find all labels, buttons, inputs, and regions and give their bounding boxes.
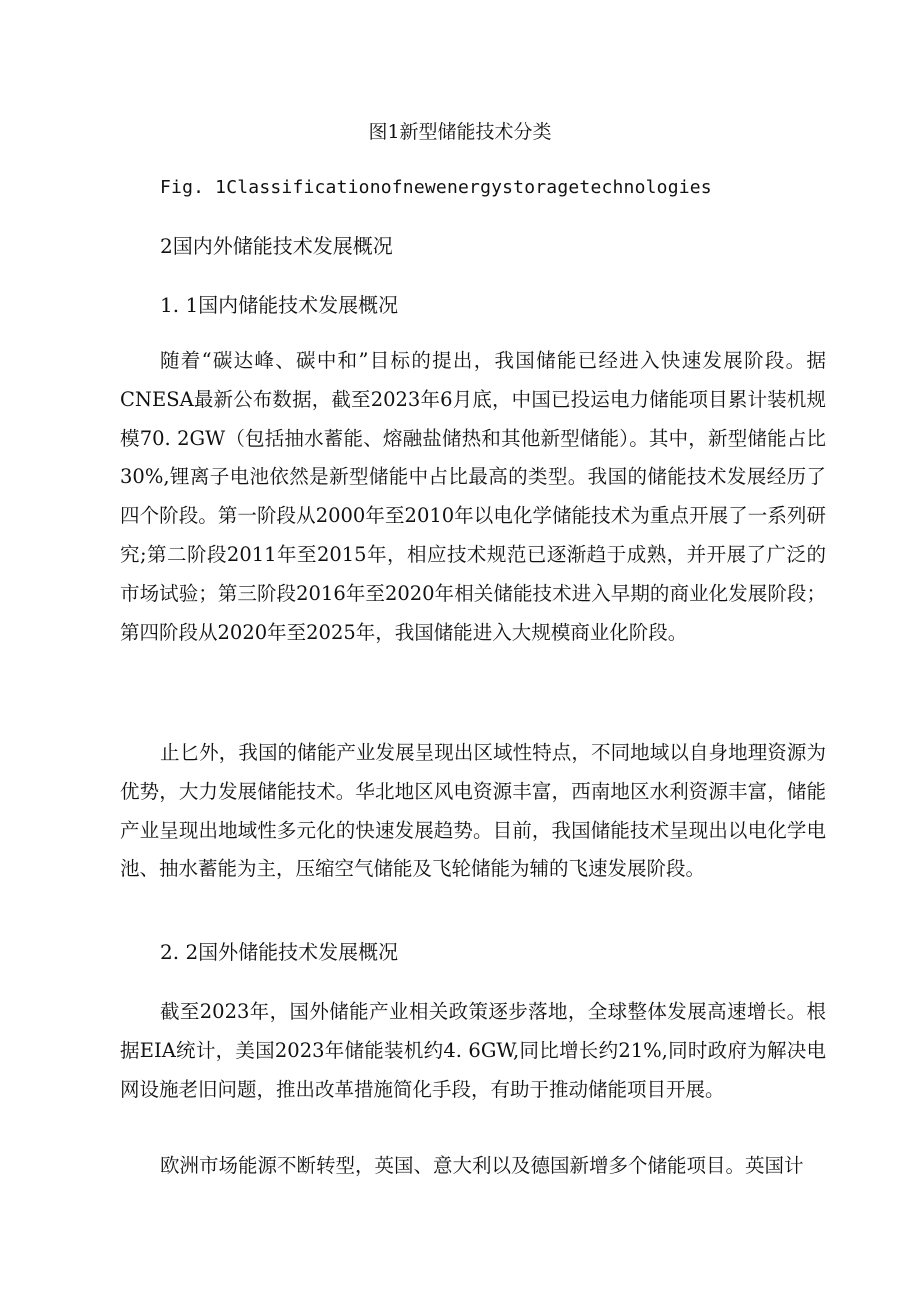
section-heading: 2国内外储能技术发展概况 (160, 234, 393, 258)
figure-caption-chinese: 图1新型储能技术分类 (368, 121, 552, 143)
subsection-heading-domestic: 1. 1国内储能技术发展概况 (160, 293, 399, 317)
paragraph-domestic-development: 随着“碳达峰、碳中和”目标的提出，我国储能已经进入快速发展阶段。据CNESA最新公布数据，截至2023年6月底，中国已投运电力储能项目累计装机规模70. 2GW（包括抽水蓄能、熔融盐储热和其他新型储能）。其中，新型储能占比30%,锂离子电池依然是新型储能中占比最高的类型。我国的储能技术发展经历了四个阶段。第一阶段从2000年至2010年以电化学储能技术为重点开展了一系列研究;第二阶段2011年至2015年，相应技术规范已逐渐趋于成熟，并开展了广泛的市场试验；第三阶段2016年至2020年相关储能技术进入早期的商业化发展阶段；第四阶段从2020年至2025年，我国储能进入大规模商业化阶段。 (120, 349, 826, 644)
subsection-heading-foreign: 2. 2国外储能技术发展概况 (160, 940, 399, 964)
paragraph-regional-characteristics: 止匕外，我国的储能产业发展呈现出区域性特点，不同地域以自身地理资源为优势，大力发展储能技术。华北地区风电资源丰富，西南地区水利资源丰富，储能产业呈现出地域性多元化的快速发展趋势。目前，我国储能技术呈现出以电化学电池、抽水蓄能为主，压缩空气储能及飞轮储能为辅的飞速发展阶段。 (120, 741, 826, 881)
paragraph-europe-market: 欧洲市场能源不断转型，英国、意大利以及德国新增多个储能项目。英国计 (160, 1154, 804, 1177)
paragraph-foreign-development: 截至2023年，国外储能产业相关政策逐步落地，全球整体发展高速增长。根据EIA统计，美国2023年储能装机约4. 6GW,同比增长约21%,同时政府为解决电网设施老旧问题，推出改革措施简化手段，有助于推动储能项目开展。 (120, 1000, 826, 1101)
figure-caption-english: Fig. 1Classificationofnewenergystoragetechnologies (160, 177, 712, 198)
